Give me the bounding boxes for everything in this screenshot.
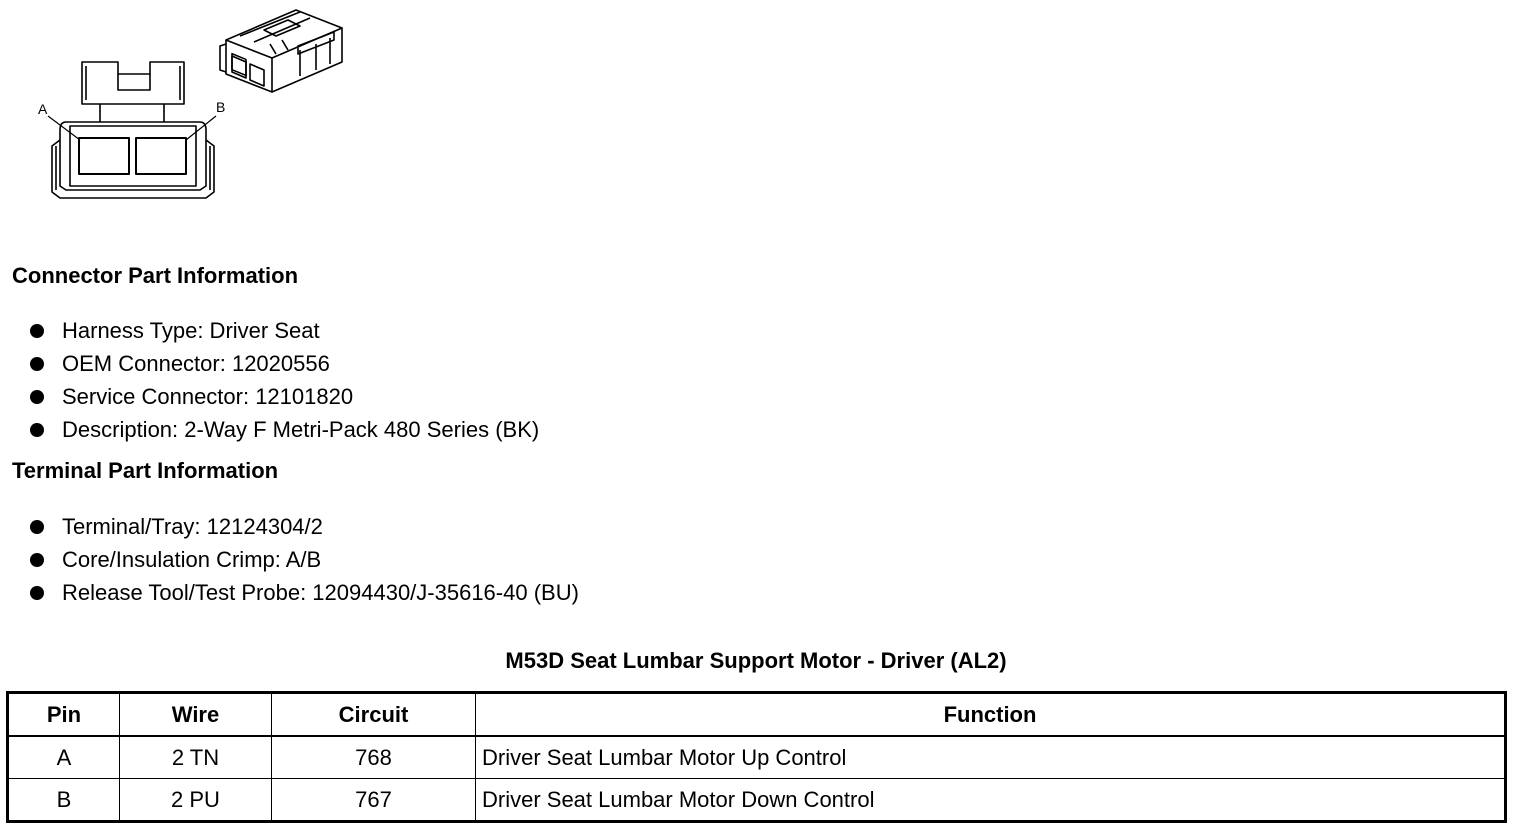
table-title: M53D Seat Lumbar Support Motor - Driver (AL2) bbox=[505, 648, 1007, 673]
list-item bbox=[30, 576, 579, 609]
cell-wire: 2 TN bbox=[120, 736, 272, 779]
table-header-row bbox=[8, 693, 1506, 737]
pin-label-a: A bbox=[38, 101, 48, 117]
connector-isometric-view bbox=[220, 10, 342, 92]
bullet-icon bbox=[30, 357, 44, 371]
header-wire: Wire bbox=[120, 693, 272, 737]
pin-label-b: B bbox=[216, 99, 226, 115]
list-item-text: Description: 2-Way F Metri-Pack 480 Series (BK) bbox=[62, 417, 540, 442]
list-item bbox=[30, 347, 539, 380]
header-pin: Pin bbox=[8, 693, 120, 737]
header-function: Function bbox=[476, 693, 1506, 737]
bullet-icon bbox=[30, 586, 44, 600]
connector-part-info-list bbox=[30, 314, 539, 446]
cell-circuit: 768 bbox=[272, 736, 476, 779]
table-row bbox=[8, 779, 1506, 822]
bullet-icon bbox=[30, 520, 44, 534]
cell-function: Driver Seat Lumbar Motor Down Control bbox=[476, 779, 1506, 822]
list-item bbox=[30, 380, 539, 413]
header-circuit: Circuit bbox=[272, 693, 476, 737]
cell-function: Driver Seat Lumbar Motor Up Control bbox=[476, 736, 1506, 779]
table-row bbox=[8, 736, 1506, 779]
bullet-icon bbox=[30, 423, 44, 437]
cell-pin: B bbox=[8, 779, 120, 822]
list-item-text: Release Tool/Test Probe: 12094430/J-35616-40 (BU) bbox=[62, 580, 579, 605]
terminal-part-info-list bbox=[30, 510, 579, 609]
bullet-icon bbox=[30, 390, 44, 404]
list-item-text: Terminal/Tray: 12124304/2 bbox=[62, 514, 323, 539]
connector-front-view bbox=[48, 62, 216, 198]
list-item-text: Service Connector: 12101820 bbox=[62, 384, 354, 409]
pinout-table bbox=[6, 691, 1507, 823]
list-item bbox=[30, 314, 539, 347]
list-item-text: OEM Connector: 12020556 bbox=[62, 351, 330, 376]
bullet-icon bbox=[30, 324, 44, 338]
list-item bbox=[30, 510, 579, 543]
list-item-text: Harness Type: Driver Seat bbox=[62, 318, 320, 343]
cell-circuit: 767 bbox=[272, 779, 476, 822]
list-item bbox=[30, 543, 579, 576]
connector-part-info-heading: Connector Part Information bbox=[12, 263, 299, 288]
cell-pin: A bbox=[8, 736, 120, 779]
cell-wire: 2 PU bbox=[120, 779, 272, 822]
list-item-text: Core/Insulation Crimp: A/B bbox=[62, 547, 322, 572]
connector-diagram bbox=[0, 0, 370, 215]
terminal-part-info-heading: Terminal Part Information bbox=[12, 458, 279, 483]
list-item bbox=[30, 413, 539, 446]
bullet-icon bbox=[30, 553, 44, 567]
